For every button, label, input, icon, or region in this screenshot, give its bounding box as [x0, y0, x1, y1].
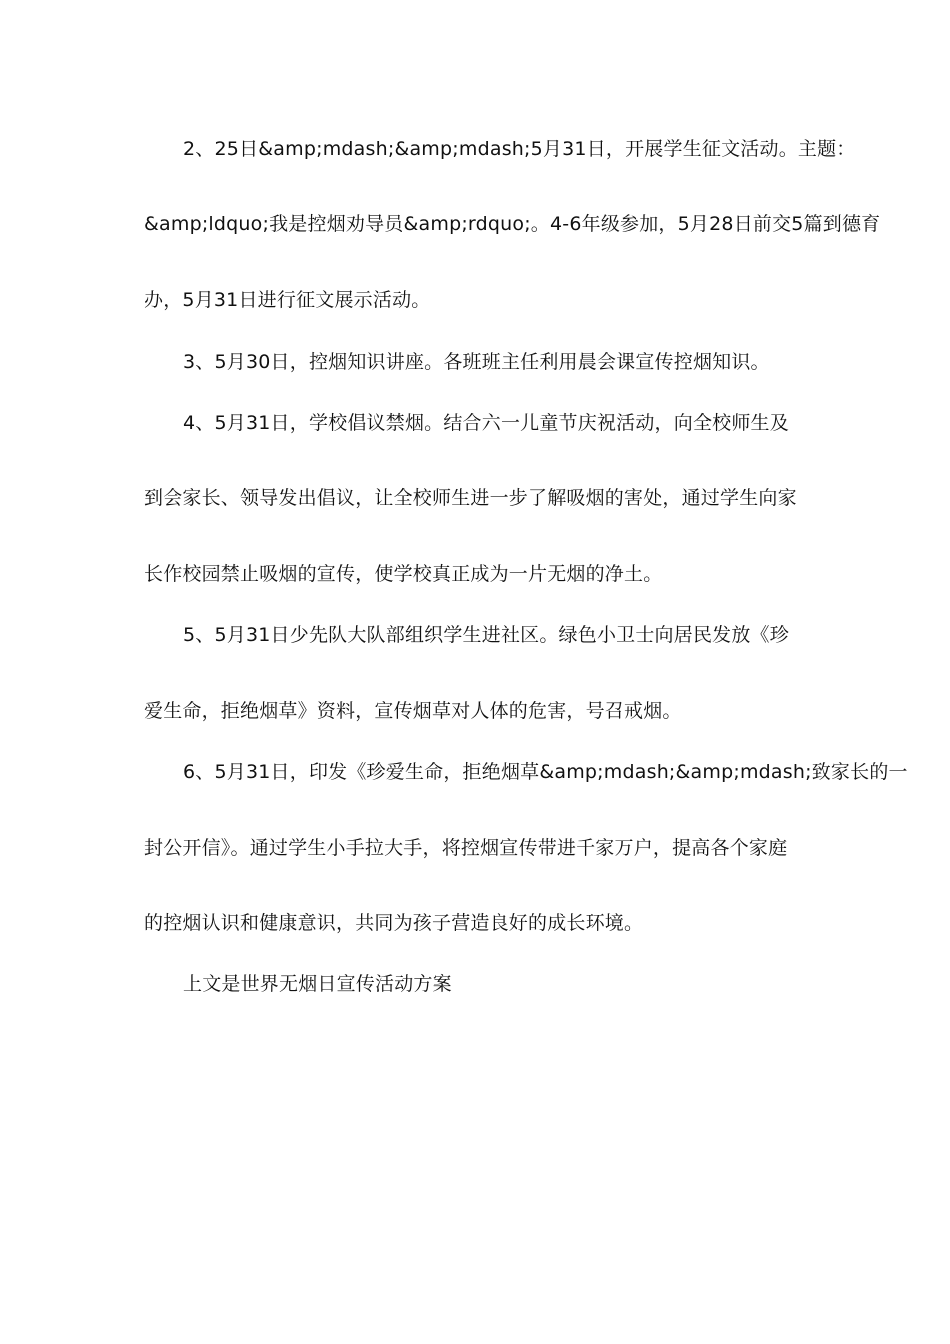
- paragraph-3-line-1: 3、5月30日，控烟知识讲座。各班班主任利用晨会课宣传控烟知识。: [183, 351, 770, 373]
- paragraph-2-line-3: 办，5月31日进行征文展示活动。: [144, 289, 431, 311]
- paragraph-6-line-3: 的控烟认识和健康意识，共同为孩子营造良好的成长环境。: [144, 912, 644, 934]
- paragraph-6-line-2: 封公开信》。通过学生小手拉大手，将控烟宣传带进千家万户，提高各个家庭: [144, 837, 788, 859]
- paragraph-2-line-1: 2、25日&amp;mdash;&amp;mdash;5月31日，开展学生征文活动。主题：: [183, 138, 856, 160]
- closing-line: 上文是世界无烟日宣传活动方案: [183, 973, 452, 995]
- paragraph-4-line-1: 4、5月31日，学校倡议禁烟。结合六一儿童节庆祝活动，向全校师生及: [183, 412, 789, 434]
- paragraph-4-line-3: 长作校园禁止吸烟的宣传，使学校真正成为一片无烟的净土。: [144, 563, 663, 585]
- paragraph-6-line-1: 6、5月31日，印发《珍爱生命，拒绝烟草&amp;mdash;&amp;mdash;致家长的一: [183, 761, 908, 783]
- paragraph-5-line-1: 5、5月31日少先队大队部组织学生进社区。绿色小卫士向居民发放《珍: [183, 624, 789, 646]
- paragraph-2-line-2: &amp;ldquo;我是控烟劝导员&amp;rdquo;。4-6年级参加，5月28日前交5篇到德育: [144, 213, 881, 235]
- paragraph-5-line-2: 爱生命，拒绝烟草》资料，宣传烟草对人体的危害，号召戒烟。: [144, 700, 682, 722]
- paragraph-4-line-2: 到会家长、领导发出倡议，让全校师生进一步了解吸烟的害处，通过学生向家: [144, 487, 797, 509]
